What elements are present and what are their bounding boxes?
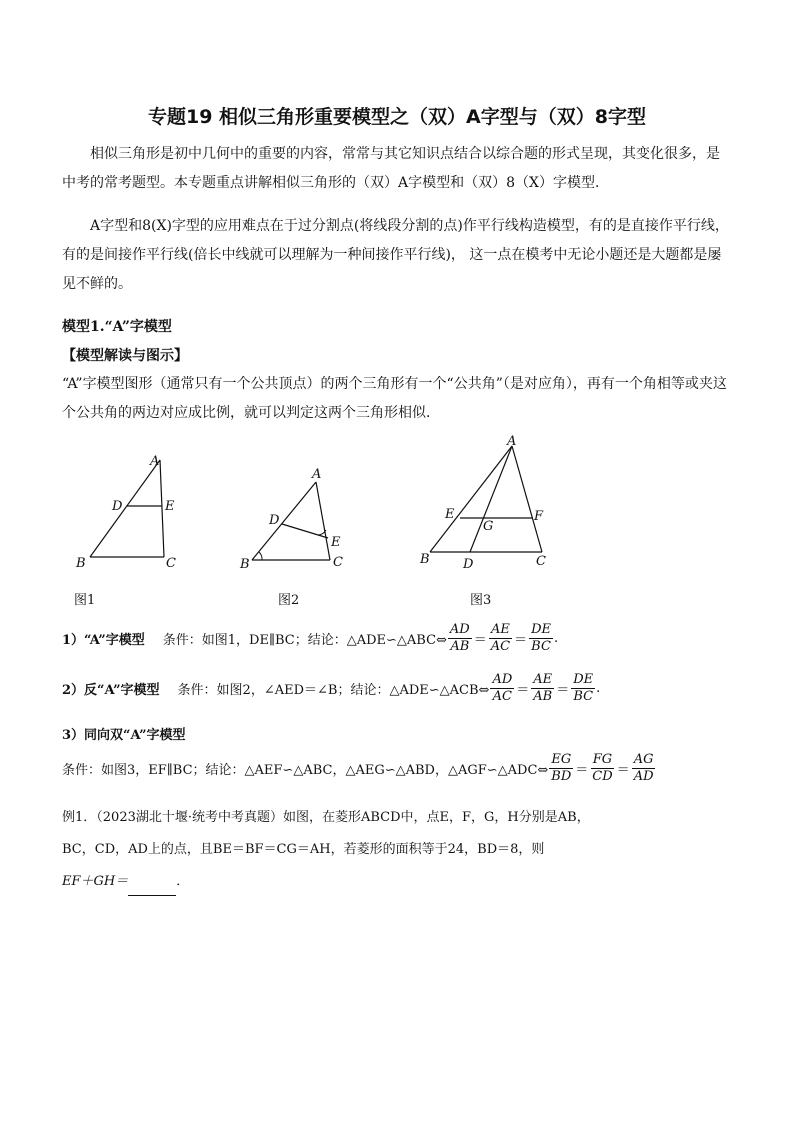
fig2-side-ab (252, 482, 316, 560)
figure-2 (236, 462, 356, 578)
item-2-frac-3: $\frac{DE}{BC}$ (573, 672, 594, 704)
fig3-label-c: C (536, 554, 546, 569)
item-2-label: 2）反“A”字模型 (62, 683, 160, 698)
item-3-frac-3: $\frac{AG}{AD}$ (633, 752, 654, 784)
item-3-condition: 条件：如图3，EF∥BC；结论：△AEF∽△ABC，△AEG∽△ABD，△AGF∽△ADC⇔ (62, 763, 549, 778)
fig2-side-ac (316, 482, 330, 560)
fig1-side-ac (160, 460, 164, 557)
fig1-label-a: A (150, 454, 160, 469)
fig3-label-g: G (483, 519, 494, 534)
item-2-condition: 条件：如图2，∠AED＝∠B；结论：△ADE∽△ACB⇔ (177, 683, 490, 698)
fig1-label-b: B (76, 556, 86, 571)
item-3-frac-1: $\frac{EG}{BD}$ (551, 752, 572, 784)
item-3-label: 3）同向双“A”字模型 (62, 728, 186, 743)
fig1-label-e: E (165, 499, 175, 514)
intro-paragraph-1: 相似三角形是初中几何中的重要的内容，常常与其它知识点结合以综合题的形式呈现，其变化很多，是中考的常考题型。本专题重点讲解相似三角形的（双）A字模型和（双）8（X）字模型． (62, 146, 720, 191)
fig1-label-c: C (166, 556, 176, 571)
item-2-line: 2）反“A”字模型 条件：如图2，∠AED＝∠B；结论：△ADE∽△ACB⇔ $\frac{AD}{AC}$ ＝ $\frac{AE}{AB}$ ＝ $\frac{DE}{BC}$ . (62, 672, 601, 704)
figure-1-caption: 图1 (74, 593, 96, 608)
model1-subheading: 【模型解读与图示】 (62, 348, 188, 364)
figure-2-caption: 图2 (278, 593, 300, 608)
fig3-label-f: F (534, 509, 544, 524)
item-3-line: 条件：如图3，EF∥BC；结论：△AEF∽△ABC，△AEG∽△ABD，△AGF∽△ADC⇔ $\frac{EG}{BD}$ ＝ $\frac{FG}{CD}$ ＝ $\frac{AG}{AD}$ (62, 752, 654, 784)
item-2-frac-1: $\frac{AD}{AC}$ (492, 672, 513, 704)
intro-paragraph-2: A字型和8(X)字型的应用难点在于过分割点(将线段分割的点)作平行线构造模型，有的是直接作平行线，有的是间接作平行线(倍长中线就可以理解为一种间接作平行线)， 这一点在模考中无论小题还是大题都是屡见不鲜的。 (62, 218, 729, 292)
fig1-label-d: D (112, 499, 123, 514)
item-1-frac-2: $\frac{AE}{AC}$ (490, 622, 511, 654)
fig1-side-ab (90, 460, 160, 557)
fig3-side-ab (430, 446, 512, 552)
fig2-angle-b-arc (259, 552, 262, 560)
fig2-label-b: B (240, 557, 250, 572)
fig3-label-e: E (445, 507, 455, 522)
item-1-label: 1）“A”字模型 (62, 633, 145, 648)
answer-blank[interactable] (128, 881, 176, 896)
item-1-condition: 条件：如图1，DE∥BC；结论：△ADE∽△ABC⇔ (162, 633, 447, 648)
fig3-segment-ad (470, 446, 512, 552)
page-title: 专题19 相似三角形重要模型之（双）A字型与（双）8字型 (148, 106, 646, 128)
fig3-label-d: D (463, 557, 474, 572)
item-2-frac-2: $\frac{AE}{AB}$ (533, 672, 553, 704)
fig2-segment-de (282, 524, 328, 538)
item-1-frac-3: $\frac{DE}{BC}$ (531, 622, 552, 654)
item-1-frac-1: $\frac{AD}{AB}$ (449, 622, 470, 654)
example-1-line-2: BC，CD，AD上的点，且BE＝BF＝CG＝AH，若菱形的面积等于24，BD＝8，则 (62, 842, 545, 857)
fig2-label-d: D (269, 513, 280, 528)
figure-3-caption: 图3 (470, 593, 492, 608)
figure-1 (70, 448, 190, 578)
model1-heading: 模型1.“A”字模型 (62, 319, 172, 335)
item-1-line: 1）“A”字模型 条件：如图1，DE∥BC；结论：△ADE∽△ABC⇔ $\frac{AD}{AB}$ ＝ $\frac{AE}{AC}$ ＝ $\frac{DE}{BC}$ . (62, 622, 559, 654)
fig3-side-ac (512, 446, 542, 552)
example-1-line-1: 例1．（2023湖北十堰·统考中考真题）如图，在菱形ABCD中，点E，F，G，H分别是AB， (62, 810, 590, 825)
fig2-label-e: E (331, 535, 341, 550)
fig3-label-a: A (507, 434, 517, 449)
example-1-line-3: EF＋GH＝ ． (62, 867, 732, 896)
item-3-frac-2: $\frac{FG}{CD}$ (592, 752, 613, 784)
example-1-expression: EF＋GH＝ (62, 874, 129, 889)
fig2-label-c: C (333, 555, 343, 570)
model1-description: “A”字模型图形（通常只有一个公共顶点）的两个三角形有一个“公共角”（是对应角），再有一个角相等或夹这个公共角的两边对应成比例，就可以判定这两个三角形相似． (62, 376, 727, 421)
fig2-label-a: A (312, 467, 322, 482)
fig3-label-b: B (420, 552, 430, 567)
figure-3 (416, 432, 566, 578)
